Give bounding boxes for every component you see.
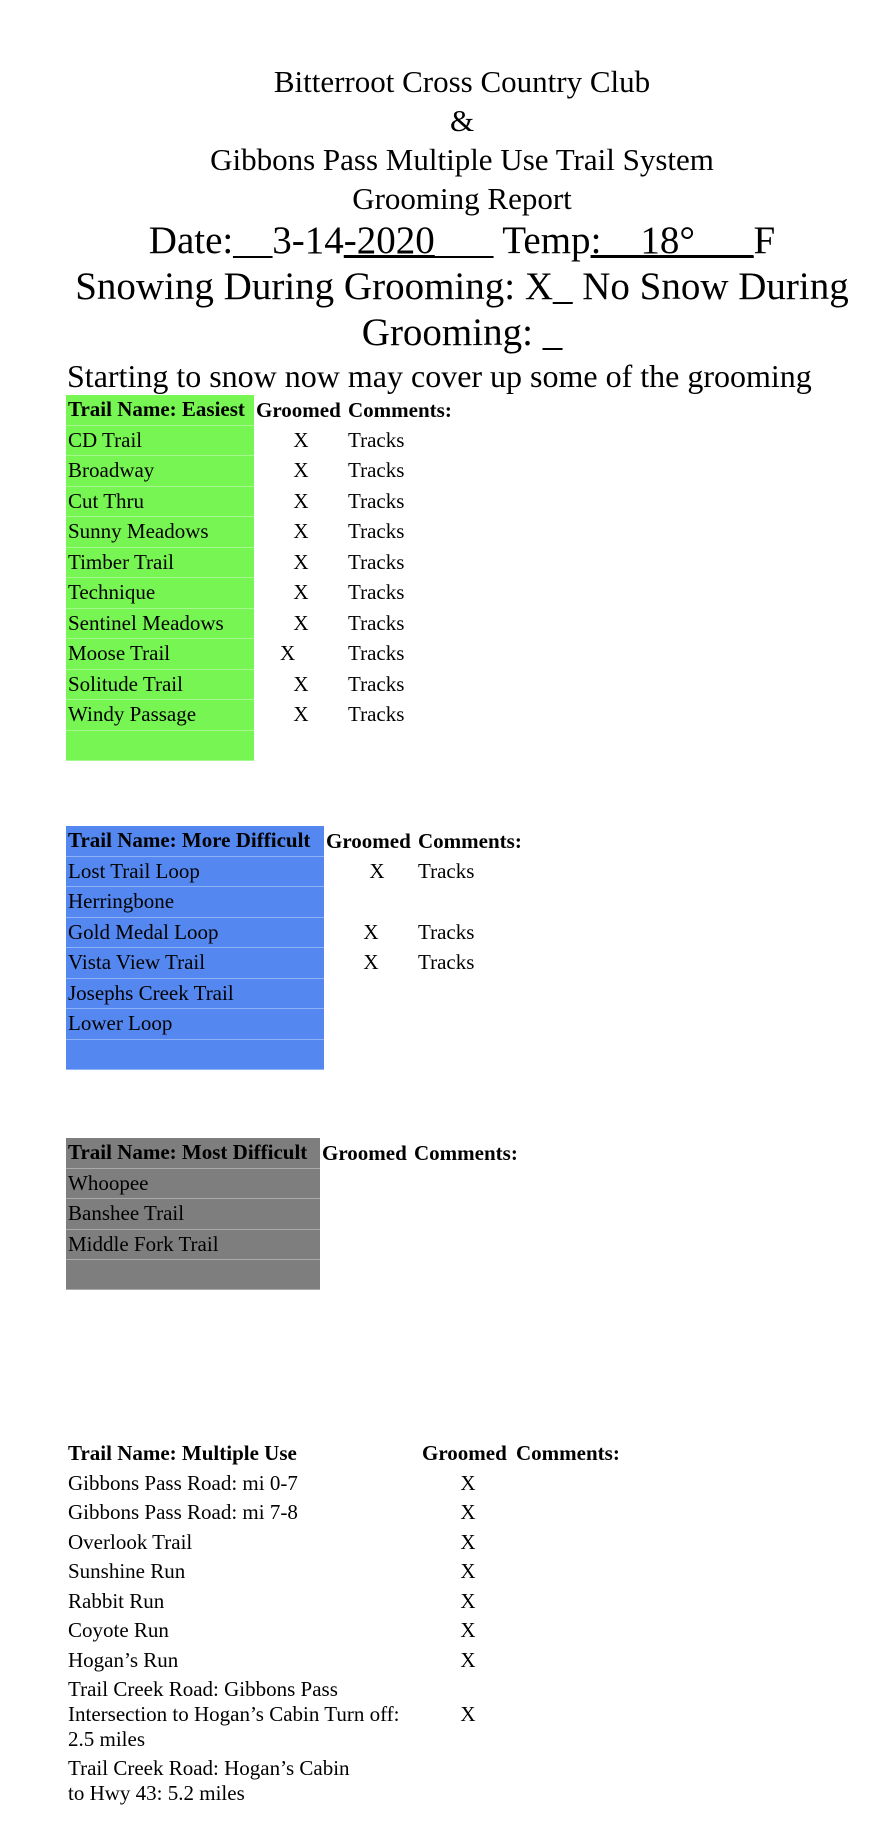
trail-comments (514, 1557, 636, 1587)
header-groomed: Groomed (322, 1140, 407, 1165)
temp-unit: F (753, 219, 776, 262)
trail-name: Solitude Trail (66, 669, 254, 700)
trail-comments: Tracks (348, 580, 405, 605)
groomed-mark: X (460, 1529, 476, 1554)
most-difficult-trails-table (66, 1138, 534, 1290)
trail-comments (514, 1675, 636, 1754)
header-trail-name: Trail Name: Most Difficult (66, 1138, 320, 1168)
trail-comments (412, 1229, 534, 1260)
table-row (66, 578, 468, 609)
table-row (66, 1009, 538, 1040)
header-trail-name: Trail Name: Easiest (66, 395, 254, 425)
trail-comments (514, 1498, 636, 1528)
date-temp-line (0, 218, 876, 264)
table-row (66, 517, 468, 548)
trail-comments: Tracks (348, 488, 405, 513)
trail-name: Josephs Creek Trail (66, 978, 324, 1009)
date-label: Date: (148, 219, 234, 262)
trail-comments (514, 1469, 636, 1499)
trail-comments: Tracks (348, 427, 405, 452)
trail-name: Coyote Run (68, 1618, 169, 1643)
groomed-mark (320, 1199, 412, 1230)
trail-name: Gibbons Pass Road: mi 7-8 (68, 1500, 298, 1525)
trail-name: Middle Fork Trail (66, 1229, 320, 1260)
groomed-mark: X (293, 549, 309, 574)
groomed-mark: X (293, 458, 309, 483)
table-spacer-row (66, 1039, 538, 1070)
table-row (66, 887, 538, 918)
temp-label: Temp (493, 219, 591, 262)
multiple-use-trails-table (66, 1439, 636, 1808)
header-groomed: Groomed (326, 828, 411, 853)
trail-name: Broadway (66, 456, 254, 487)
header-groomed: Groomed (256, 397, 341, 422)
trail-comments (514, 1587, 636, 1617)
report-header (0, 62, 876, 356)
empty-cell (320, 1260, 412, 1290)
table-row (66, 1616, 636, 1646)
trail-comments: Tracks (418, 858, 475, 883)
empty-cell (66, 730, 254, 761)
groomed-mark: X (293, 610, 309, 635)
empty-cell (66, 1039, 324, 1070)
table-row (66, 1469, 636, 1499)
groomed-mark: X (460, 1500, 476, 1525)
trail-comments (514, 1528, 636, 1558)
trail-name: Moose Trail (66, 639, 254, 670)
header-trail-name: Trail Name: More Difficult (66, 826, 324, 856)
table-row (66, 978, 538, 1009)
table-row (66, 1229, 534, 1260)
groomed-mark: X (460, 1470, 476, 1495)
trail-comments: Tracks (418, 950, 475, 975)
header-comments: Comments: (414, 1140, 518, 1165)
groomed-mark: X (363, 919, 379, 944)
easiest-trails-table (66, 395, 468, 761)
trail-comments: Tracks (348, 549, 405, 574)
table-row (66, 1646, 636, 1676)
header-comments: Comments: (418, 828, 522, 853)
header-groomed: Groomed (422, 1441, 507, 1466)
trail-name: Sunshine Run (68, 1559, 186, 1584)
table-spacer-row (66, 730, 468, 761)
trail-comments: Tracks (348, 610, 405, 635)
groomed-mark (320, 1229, 412, 1260)
empty-cell (324, 1039, 416, 1070)
groomed-mark: X (460, 1559, 476, 1584)
trail-name: Cut Thru (66, 486, 254, 517)
table-row (66, 547, 468, 578)
groomed-mark (324, 1009, 416, 1040)
table-spacer-row (66, 1260, 534, 1290)
table-row (66, 425, 468, 456)
groomed-mark: X (460, 1702, 476, 1726)
grooming-blank: _ (542, 311, 563, 354)
grooming-line (0, 310, 876, 356)
groomed-mark: X (293, 519, 309, 544)
trail-name: Herringbone (66, 887, 324, 918)
groomed-mark: X (293, 671, 309, 696)
table-row (66, 856, 538, 887)
trail-comments: Tracks (348, 458, 405, 483)
table-row (66, 1754, 636, 1808)
trail-name: Lost Trail Loop (66, 856, 324, 887)
trail-comments: Tracks (348, 641, 405, 666)
header-trail-name: Trail Name: Multiple Use (68, 1441, 297, 1466)
trail-comments (412, 1168, 534, 1199)
table-row (66, 639, 468, 670)
grooming-note: Starting to snow now may cover up some of the grooming (67, 358, 812, 394)
trail-comments (416, 1009, 538, 1040)
trail-comments: Tracks (348, 519, 405, 544)
trail-name: Vista View Trail (66, 948, 324, 979)
trail-name: Rabbit Run (68, 1588, 165, 1613)
trail-comments (514, 1616, 636, 1646)
table-row (66, 1587, 636, 1617)
trail-comments (416, 887, 538, 918)
groomed-mark: X (293, 488, 309, 513)
trail-comments (416, 978, 538, 1009)
trail-name: Lower Loop (66, 1009, 324, 1040)
trail-comments (412, 1199, 534, 1230)
empty-cell (412, 1260, 534, 1290)
table-row (66, 486, 468, 517)
empty-cell (66, 1260, 320, 1290)
table-row (66, 1675, 636, 1754)
date-value: -2020 (343, 219, 435, 262)
ampersand: & (449, 103, 475, 138)
trail-comments (514, 1754, 636, 1808)
table-row (66, 608, 468, 639)
empty-cell (416, 1039, 538, 1070)
header-comments: Comments: (348, 397, 452, 422)
groomed-mark: X (460, 1588, 476, 1613)
trail-name: Overlook Trail (68, 1529, 193, 1554)
groomed-mark: X (369, 858, 385, 883)
groomed-mark: X (280, 641, 296, 666)
table-row (66, 700, 468, 731)
trail-name: Timber Trail (66, 547, 254, 578)
header-comments: Comments: (516, 1441, 620, 1466)
groomed-mark (320, 1168, 412, 1199)
date-post: ___ (434, 219, 494, 262)
groomed-mark (324, 978, 416, 1009)
club-name: Bitterroot Cross Country Club (273, 64, 651, 99)
report-title: Grooming Report (352, 181, 572, 216)
trail-comments: Tracks (348, 702, 405, 727)
trail-name: Banshee Trail (66, 1199, 320, 1230)
trail-name: Technique (66, 578, 254, 609)
temp-value: :__18°___ (590, 219, 754, 262)
trail-name: CD Trail (66, 425, 254, 456)
groomed-mark: X (460, 1618, 476, 1643)
groomed-mark: X (460, 1647, 476, 1672)
trail-name: Sunny Meadows (66, 517, 254, 548)
table-row (66, 456, 468, 487)
groomed-mark (420, 1754, 514, 1808)
trail-name: Hogan’s Run (68, 1647, 179, 1672)
trail-name: Whoopee (66, 1168, 320, 1199)
trail-comments: Tracks (418, 919, 475, 944)
more-difficult-trails-table (66, 826, 538, 1070)
trail-name: Gibbons Pass Road: mi 0-7 (68, 1470, 298, 1495)
table-row (66, 1199, 534, 1230)
trail-comments (514, 1646, 636, 1676)
trail-name: Windy Passage (66, 700, 254, 731)
table-header-row (66, 395, 468, 425)
trail-comments: Tracks (348, 671, 405, 696)
table-row (66, 948, 538, 979)
trail-name: Gold Medal Loop (66, 917, 324, 948)
trail-name: Sentinel Meadows (66, 608, 254, 639)
groomed-mark (324, 887, 416, 918)
table-row (66, 1557, 636, 1587)
groomed-mark: X (293, 427, 309, 452)
table-row (66, 669, 468, 700)
table-row (66, 1168, 534, 1199)
groomed-mark: X (363, 950, 379, 975)
date-pre: __3-14 (233, 219, 344, 262)
empty-cell (346, 730, 468, 761)
snow-status-line: Snowing During Grooming: X_ No Snow During (75, 265, 849, 308)
table-header-row (66, 1439, 636, 1469)
grooming-label: Grooming: (361, 311, 543, 354)
groomed-mark: X (293, 580, 309, 605)
groomed-mark: X (293, 702, 309, 727)
table-row (66, 1528, 636, 1558)
trail-name: Trail Creek Road: Gibbons Pass Intersection to Hogan’s Cabin Turn off: 2.5 miles (68, 1677, 400, 1751)
empty-cell (254, 730, 346, 761)
table-header-row (66, 1138, 534, 1168)
table-header-row (66, 826, 538, 856)
table-row (66, 917, 538, 948)
table-row (66, 1498, 636, 1528)
trail-system-name: Gibbons Pass Multiple Use Trail System (210, 142, 714, 177)
trail-name: Trail Creek Road: Hogan’s Cabin to Hwy 43: 5.2 miles (68, 1756, 350, 1805)
